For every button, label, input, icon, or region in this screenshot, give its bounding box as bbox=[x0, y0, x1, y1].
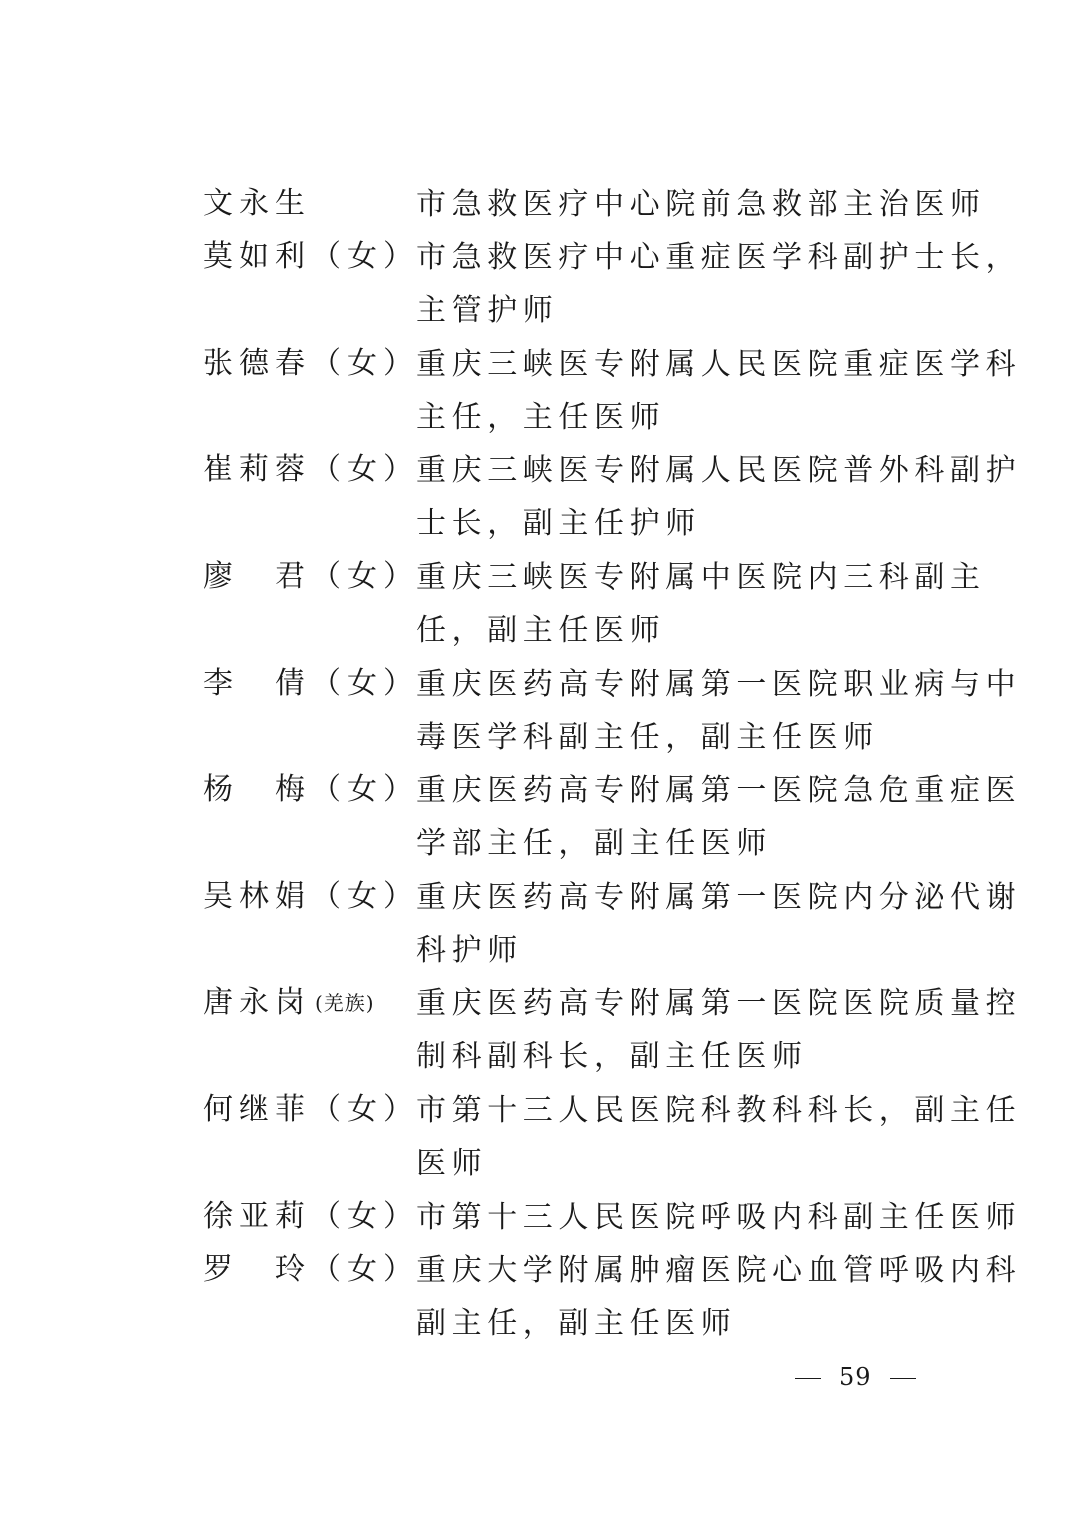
person-title: 重庆三峡医专附属中医院内三科副主 任，副主任医师 bbox=[416, 560, 986, 648]
person-title: 重庆医药高专附属第一医院内分泌代谢 科护师 bbox=[416, 880, 1022, 968]
person-name: 徐亚莉（女） bbox=[203, 1199, 419, 1234]
person-name: 何继菲（女） bbox=[203, 1092, 419, 1127]
person-title: 重庆大学附属肿瘤医院心血管呼吸内科 副主任，副主任医师 bbox=[416, 1253, 1022, 1341]
person-title: 重庆医药高专附属第一医院医院质量控 制科副科长，副主任医师 bbox=[416, 986, 1022, 1074]
person-title: 重庆三峡医专附属人民医院普外科副护 士长，副主任护师 bbox=[416, 453, 1022, 541]
person-title: 市第十三人民医院呼吸内科副主任医师 bbox=[416, 1200, 1022, 1235]
page-number-text: 59 bbox=[839, 1363, 872, 1391]
page-number-dash-left bbox=[795, 1378, 821, 1379]
person-name: 吴林娟（女） bbox=[203, 879, 419, 914]
person-name: 莫如利（女） bbox=[203, 239, 419, 274]
person-title: 市急救医疗中心院前急救部主治医师 bbox=[416, 187, 986, 222]
person-title: 重庆医药高专附属第一医院职业病与中 毒医学科副主任，副主任医师 bbox=[416, 667, 1022, 755]
person-name: 廖 君（女） bbox=[203, 559, 419, 594]
person-title: 市急救医疗中心重症医学科副护士长， 主管护师 bbox=[416, 240, 1022, 328]
person-title: 重庆三峡医专附属人民医院重症医学科 主任，主任医师 bbox=[416, 347, 1022, 435]
person-name: 罗 玲（女） bbox=[203, 1252, 419, 1287]
person-name: 李 倩（女） bbox=[203, 666, 419, 701]
person-title: 市第十三人民医院科教科科长，副主任 医师 bbox=[416, 1093, 1022, 1181]
page-number-dash-right bbox=[890, 1378, 916, 1379]
person-title: 重庆医药高专附属第一医院急危重症医 学部主任，副主任医师 bbox=[416, 773, 1022, 861]
person-name: 唐永岗 (羌族) bbox=[203, 985, 375, 1020]
person-name: 杨 梅（女） bbox=[203, 772, 419, 807]
page-number bbox=[795, 1360, 916, 1394]
person-name: 崔莉蓉（女） bbox=[203, 452, 419, 487]
person-name: 文永生 bbox=[203, 186, 311, 221]
person-name: 张德春（女） bbox=[203, 346, 419, 381]
